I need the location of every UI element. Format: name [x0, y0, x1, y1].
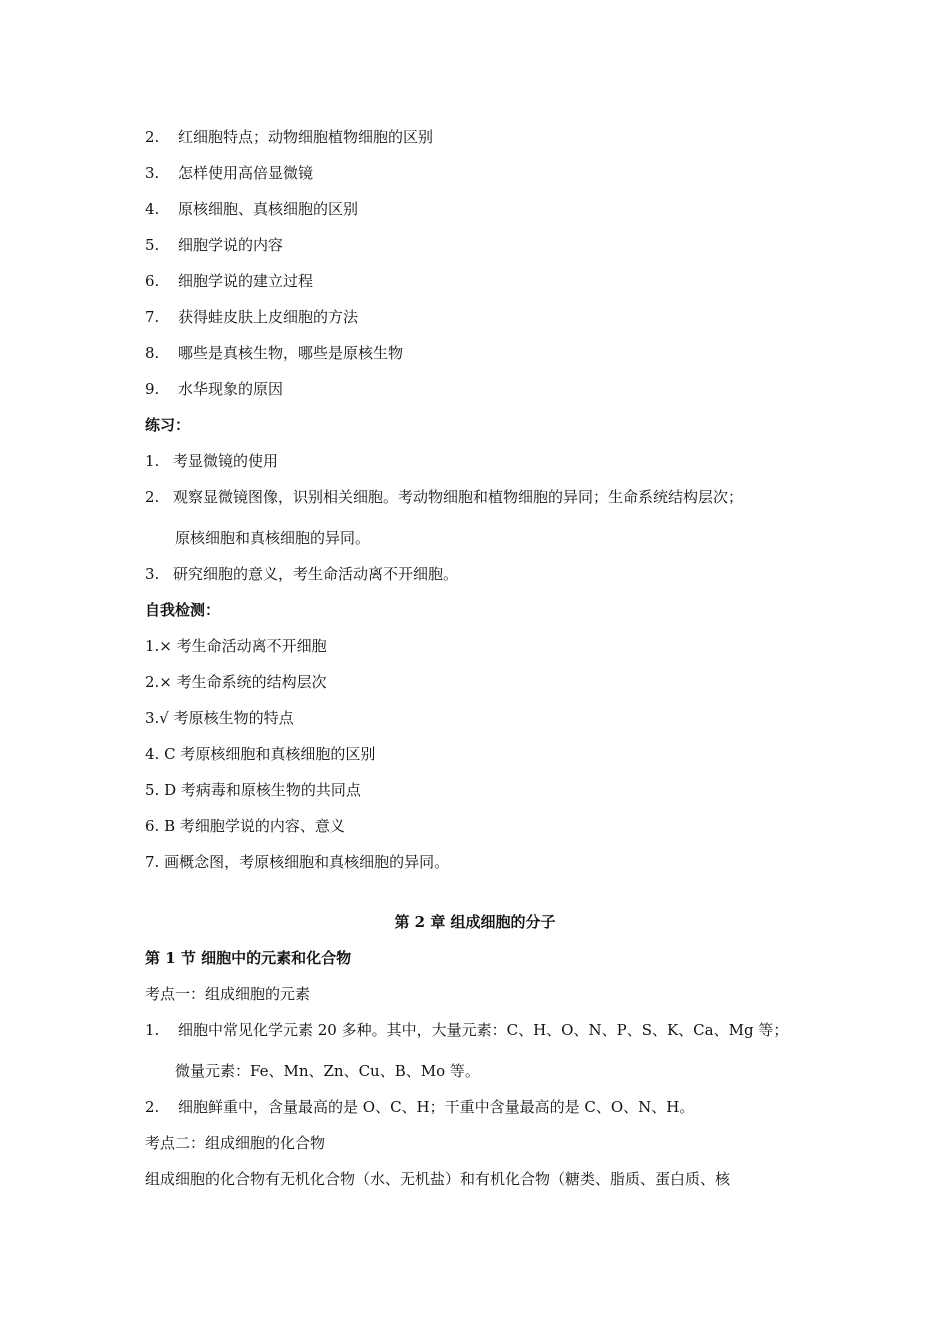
- point-one-item: [145, 1097, 694, 1117]
- review-item: [145, 307, 358, 327]
- practice-item-continuation: 原核细胞和真核细胞的异同。: [175, 529, 371, 547]
- item-number: 6.: [145, 272, 160, 290]
- section-title: 第 1 节 细胞中的元素和化合物: [145, 949, 352, 967]
- item-text: 哪些是真核生物，哪些是原核生物: [178, 344, 404, 362]
- self-check-item: 3.√ 考原核生物的特点: [145, 709, 294, 727]
- item-number: 2.: [145, 488, 160, 506]
- item-number: 4.: [145, 200, 160, 218]
- self-check-heading: 自我检测：: [145, 601, 221, 619]
- item-text: 细胞学说的内容: [178, 236, 284, 254]
- item-number: 1.: [145, 452, 160, 470]
- review-item: [145, 163, 313, 183]
- self-check-item: 7. 画概念图，考原核细胞和真核细胞的异同。: [145, 853, 450, 871]
- point-two-heading: 考点二：组成细胞的化合物: [145, 1134, 326, 1152]
- item-text: 获得蛙皮肤上皮细胞的方法: [178, 308, 359, 326]
- practice-heading: 练习：: [145, 416, 191, 434]
- self-check-item: 2.× 考生命系统的结构层次: [145, 673, 327, 691]
- review-item: [145, 127, 433, 147]
- item-text: 观察显微镜图像，识别相关细胞。考动物细胞和植物细胞的异同；生命系统结构层次；: [173, 488, 744, 506]
- item-text: 细胞学说的建立过程: [178, 272, 314, 290]
- self-check-item: 5. D 考病毒和原核生物的共同点: [145, 781, 361, 799]
- item-text: 怎样使用高倍显微镜: [178, 164, 314, 182]
- point-one-heading: 考点一：组成细胞的元素: [145, 985, 311, 1003]
- item-text: 考显微镜的使用: [173, 452, 279, 470]
- item-number: 9.: [145, 380, 160, 398]
- review-item: [145, 343, 403, 363]
- review-item: [145, 379, 283, 399]
- point-one-item-continuation: 微量元素：Fe、Mn、Zn、Cu、B、Mo 等。: [175, 1062, 480, 1080]
- item-text: 红细胞特点；动物细胞植物细胞的区别: [178, 128, 434, 146]
- review-item: [145, 235, 283, 255]
- item-text: 细胞鲜重中，含量最高的是 O、C、H；干重中含量最高的是 C、O、N、H。: [178, 1098, 695, 1116]
- item-number: 8.: [145, 344, 160, 362]
- item-text: 原核细胞、真核细胞的区别: [178, 200, 359, 218]
- practice-item: [145, 451, 278, 471]
- item-number: 1.: [145, 1021, 160, 1039]
- item-number: 3.: [145, 565, 160, 583]
- review-item: [145, 271, 313, 291]
- self-check-item: 1.× 考生命活动离不开细胞: [145, 637, 327, 655]
- practice-item: [145, 487, 743, 507]
- point-two-paragraph: 组成细胞的化合物有无机化合物（水、无机盐）和有机化合物（糖类、脂质、蛋白质、核: [145, 1170, 731, 1188]
- item-text: 研究细胞的意义，考生命活动离不开细胞。: [173, 565, 459, 583]
- review-item: [145, 199, 358, 219]
- item-number: 2.: [145, 1098, 160, 1116]
- self-check-item: 4. C 考原核细胞和真核细胞的区别: [145, 745, 376, 763]
- item-number: 2.: [145, 128, 160, 146]
- item-text: 细胞中常见化学元素 20 多种。其中，大量元素：C、H、O、N、P、S、K、Ca、Mg 等；: [178, 1021, 789, 1039]
- item-number: 5.: [145, 236, 160, 254]
- self-check-item: 6. B 考细胞学说的内容、意义: [145, 817, 345, 835]
- item-text: 水华现象的原因: [178, 380, 284, 398]
- item-number: 7.: [145, 308, 160, 326]
- point-one-item: [145, 1020, 788, 1040]
- chapter-title: 第 2 章 组成细胞的分子: [394, 913, 556, 931]
- practice-item: [145, 564, 458, 584]
- item-number: 3.: [145, 164, 160, 182]
